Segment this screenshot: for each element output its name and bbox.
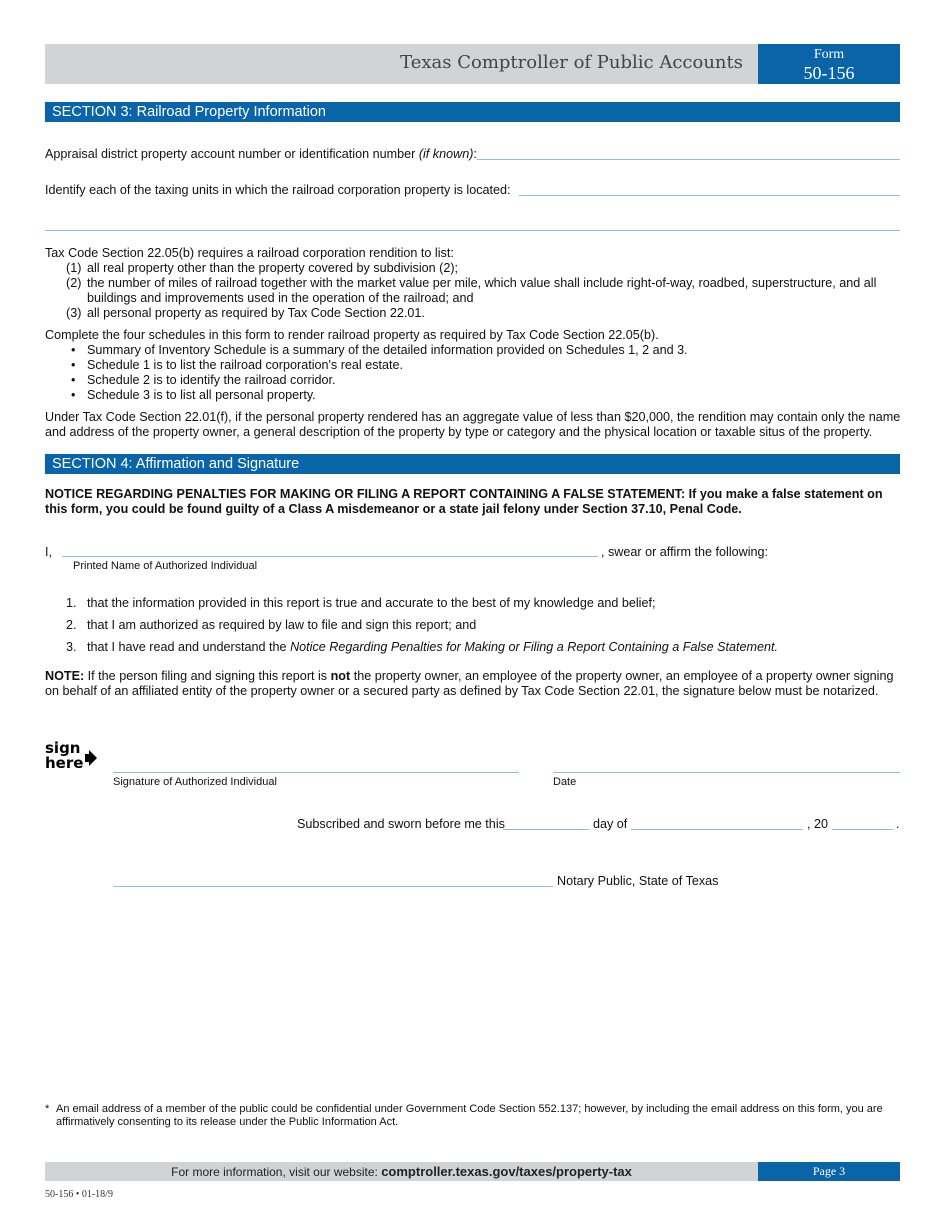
- form-number: 50-156: [803, 63, 855, 83]
- form-number-box: [758, 44, 900, 84]
- subscribed-month-field[interactable]: [631, 829, 803, 830]
- affirmation-num: 3.: [66, 640, 77, 654]
- schedule-item: Schedule 3 is to list all personal property.: [87, 388, 316, 402]
- signature-caption: Signature of Authorized Individual: [113, 776, 277, 788]
- code-item-num: (1): [66, 261, 82, 275]
- code-item-text-continued: buildings and improvements used in the operation of the railroad; and: [87, 291, 474, 305]
- schedule-item: Schedule 1 is to list the railroad corporation's real estate.: [87, 358, 404, 372]
- bullet-icon: •: [71, 373, 76, 387]
- affirmation-text: that the information provided in this report is true and accurate to the best of my knowledge and belief;: [87, 596, 656, 610]
- section3-title: SECTION 3: Railroad Property Information: [45, 102, 900, 122]
- footer-bar: [45, 1162, 758, 1181]
- printed-name-field[interactable]: [62, 556, 598, 557]
- footnote-line2: affirmatively consenting to its release under the Public Information Act.: [56, 1116, 399, 1128]
- code-item-text: all real property other than the property covered by subdivision (2);: [87, 261, 459, 275]
- signature-field[interactable]: [113, 772, 519, 773]
- note-line1: NOTE: If the person filing and signing this report is not the property owner, an employee of the property owner, an employee of a property owner signing: [45, 669, 894, 683]
- subscribed-day-field[interactable]: [503, 829, 589, 830]
- code-item-text: the number of miles of railroad together with the market value per mile, which value shall include right-of-way, roadbed, superstructure, and all: [87, 276, 877, 290]
- affirmation-num: 2.: [66, 618, 77, 632]
- subscribed-year-field[interactable]: [832, 829, 893, 830]
- under-code-text-line1: Under Tax Code Section 22.01(f), if the personal property rendered has an aggregate value of less than $20,000, the rendition may contain only the name: [45, 410, 901, 424]
- taxing-units-field-line2[interactable]: [45, 230, 900, 231]
- footnote-line1: An email address of a member of the public could be confidential under Government Code Section 552.137; however, by including the email address on this form, you are: [56, 1103, 883, 1115]
- bullet-icon: •: [71, 388, 76, 402]
- footnote-mark: *: [45, 1103, 50, 1115]
- agency-title: Texas Comptroller of Public Accounts: [400, 52, 743, 73]
- date-field[interactable]: [553, 772, 900, 773]
- account-number-field[interactable]: [477, 159, 900, 160]
- under-code-text-line2: and address of the property owner, a general description of the property by type or category and the physical location or taxable situs of the property.: [45, 425, 873, 439]
- penalty-notice-line1: NOTICE REGARDING PENALTIES FOR MAKING OR FILING A REPORT CONTAINING A FALSE STATEMENT: If you make a false statement on: [45, 487, 883, 501]
- form-label: Form: [813, 47, 845, 62]
- subscribed-label: Subscribed and sworn before me this: [297, 817, 505, 831]
- code-item-text: all personal property as required by Tax Code Section 22.01.: [87, 306, 425, 320]
- affirmation-num: 1.: [66, 596, 77, 610]
- notary-signature-field[interactable]: [113, 886, 553, 887]
- affirmation-text: that I am authorized as required by law to file and sign this report; and: [87, 618, 477, 632]
- bullet-icon: •: [71, 343, 76, 357]
- form-code: 50-156 • 01-18/9: [45, 1189, 113, 1200]
- notary-label: Notary Public, State of Texas: [557, 874, 719, 888]
- footer-website-link[interactable]: comptroller.texas.gov/taxes/property-tax: [381, 1164, 632, 1179]
- sign-here-arrow-icon: [85, 750, 97, 766]
- section4-title: SECTION 4: Affirmation and Signature: [45, 454, 900, 474]
- code-item-num: (3): [66, 306, 82, 320]
- footer-info-text: For more information, visit our website:: [171, 1165, 382, 1179]
- day-of-label: day of: [593, 817, 628, 831]
- affirmation-text: that I have read and understand the Notice Regarding Penalties for Making or Filing a Report Containing a False Statement.: [87, 640, 778, 654]
- code-item-num: (2): [66, 276, 82, 290]
- account-number-label: Appraisal district property account number or identification number (if known):: [45, 147, 477, 161]
- page-number: Page 3: [758, 1162, 900, 1181]
- period-label: .: [896, 817, 900, 831]
- schedules-intro: Complete the four schedules in this form to render railroad property as required by Tax Code Section 22.05(b).: [45, 328, 659, 342]
- schedule-item: Summary of Inventory Schedule is a summary of the detailed information provided on Schedules 1, 2 and 3.: [87, 343, 688, 357]
- sign-here-marker: sign here: [45, 739, 84, 772]
- i-label: I,: [45, 545, 52, 559]
- code-intro: Tax Code Section 22.05(b) requires a railroad corporation rendition to list:: [45, 246, 454, 260]
- swear-label: , swear or affirm the following:: [601, 545, 769, 559]
- date-caption: Date: [553, 776, 577, 788]
- note-line2: on behalf of an affiliated entity of the property owner or a secured party as defined by Tax Code Section 22.01, the signature below must be notarized.: [45, 684, 879, 698]
- bullet-icon: •: [71, 358, 76, 372]
- penalty-notice-line2: this form, you could be found guilty of a Class A misdemeanor or a state jail felony under Section 37.10, Penal Code.: [45, 502, 742, 516]
- schedule-item: Schedule 2 is to identify the railroad corridor.: [87, 373, 336, 387]
- year-prefix-label: , 20: [807, 817, 829, 831]
- printed-name-caption: Printed Name of Authorized Individual: [73, 560, 258, 572]
- taxing-units-field[interactable]: [519, 195, 900, 196]
- taxing-units-label: Identify each of the taxing units in which the railroad corporation property is located:: [45, 183, 511, 197]
